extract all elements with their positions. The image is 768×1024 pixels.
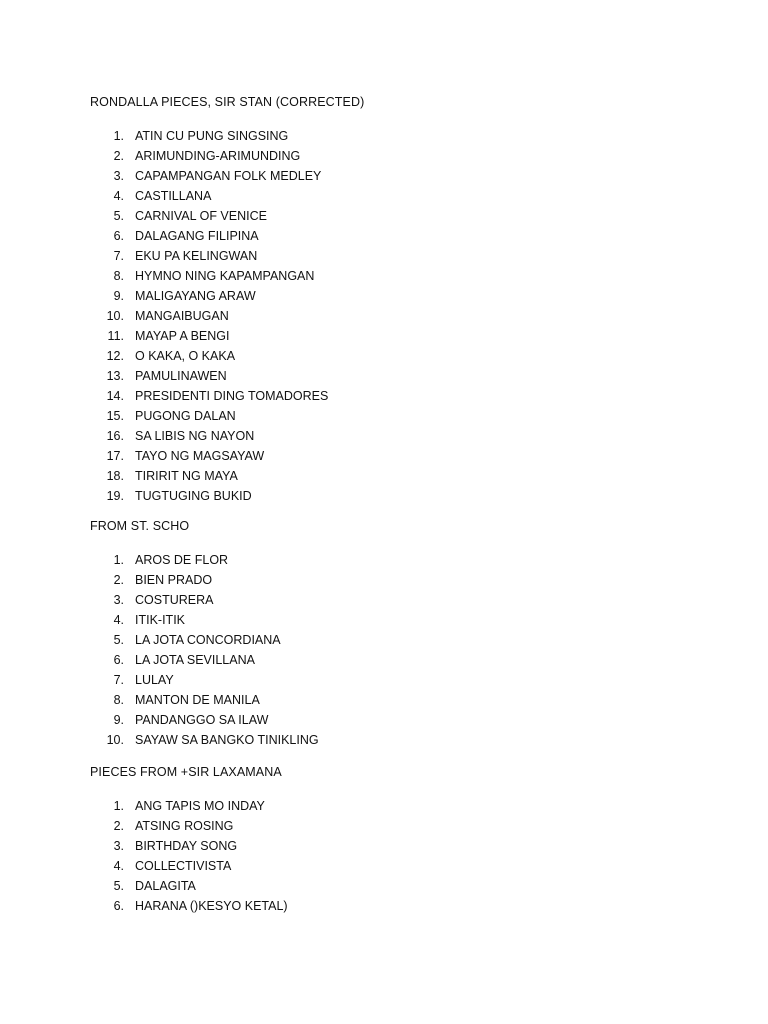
list-item xyxy=(90,386,730,406)
list-item xyxy=(90,590,730,610)
list-item-number: 16. xyxy=(106,429,124,443)
list-item xyxy=(90,670,730,690)
list-item xyxy=(90,406,730,426)
list-item-number: 6. xyxy=(113,229,124,243)
list-item xyxy=(90,286,730,306)
list-item xyxy=(90,186,730,206)
list-item-number: 3. xyxy=(113,593,124,607)
list-item-number: 1. xyxy=(113,553,124,567)
list-item-title: TAYO NG MAGSAYAW xyxy=(135,449,265,463)
list-item-number: 5. xyxy=(113,633,124,647)
list-item xyxy=(90,876,730,896)
list-item xyxy=(90,466,730,486)
section-heading: FROM ST. SCHO xyxy=(90,519,190,533)
list-item xyxy=(90,206,730,226)
section-pieces-from-sir-laxamana xyxy=(90,764,730,916)
list-item xyxy=(90,630,730,650)
piece-list xyxy=(90,796,730,916)
list-item-title: CARNIVAL OF VENICE xyxy=(135,209,267,223)
list-item xyxy=(90,246,730,266)
list-item-number: 18. xyxy=(106,469,124,483)
list-item xyxy=(90,610,730,630)
list-item-number: 4. xyxy=(113,613,124,627)
list-item-title: SAYAW SA BANGKO TINIKLING xyxy=(135,733,319,747)
list-item xyxy=(90,856,730,876)
list-item-title: LA JOTA CONCORDIANA xyxy=(135,633,281,647)
list-item-title: CAPAMPANGAN FOLK MEDLEY xyxy=(135,169,322,183)
list-item-title: MANTON DE MANILA xyxy=(135,693,260,707)
list-item xyxy=(90,266,730,286)
list-item-title: MALIGAYANG ARAW xyxy=(135,289,256,303)
list-item-title: ANG TAPIS MO INDAY xyxy=(135,799,265,813)
list-item xyxy=(90,366,730,386)
list-item xyxy=(90,710,730,730)
list-item-number: 6. xyxy=(113,653,124,667)
list-item xyxy=(90,550,730,570)
list-item-number: 7. xyxy=(113,249,124,263)
list-item xyxy=(90,486,730,506)
list-item-title: ARIMUNDING-ARIMUNDING xyxy=(135,149,301,163)
list-item-title: PUGONG DALAN xyxy=(135,409,236,423)
list-item-number: 1. xyxy=(113,799,124,813)
piece-list xyxy=(90,126,730,506)
list-item xyxy=(90,690,730,710)
list-item-title: MANGAIBUGAN xyxy=(135,309,229,323)
list-item-number: 9. xyxy=(113,289,124,303)
list-item-number: 8. xyxy=(113,693,124,707)
list-item-title: MAYAP A BENGI xyxy=(135,329,230,343)
section-heading: RONDALLA PIECES, SIR STAN (CORRECTED) xyxy=(90,95,365,109)
list-item xyxy=(90,326,730,346)
list-item-title: BIRTHDAY SONG xyxy=(135,839,238,853)
list-item-number: 11. xyxy=(107,329,124,343)
piece-list xyxy=(90,550,730,750)
section-rondalla-pieces xyxy=(90,94,730,506)
list-item-number: 10. xyxy=(106,309,124,323)
list-item-title: BIEN PRADO xyxy=(135,573,213,587)
list-item xyxy=(90,306,730,326)
list-item xyxy=(90,896,730,916)
list-item xyxy=(90,796,730,816)
list-item-title: LULAY xyxy=(135,673,174,687)
list-item-title: TIRIRIT NG MAYA xyxy=(135,469,238,483)
list-item-title: HARANA ()KESYO KETAL) xyxy=(135,899,288,913)
list-item xyxy=(90,446,730,466)
list-item xyxy=(90,650,730,670)
list-item-title: HYMNO NING KAPAMPANGAN xyxy=(135,269,315,283)
list-item xyxy=(90,730,730,750)
list-item-number: 14. xyxy=(106,389,124,403)
list-item-title: CASTILLANA xyxy=(135,189,212,203)
list-item xyxy=(90,166,730,186)
list-item-number: 2. xyxy=(113,819,124,833)
list-item-number: 19. xyxy=(106,489,124,503)
list-item-title: PAMULINAWEN xyxy=(135,369,227,383)
list-item-number: 4. xyxy=(113,859,124,873)
list-item-number: 8. xyxy=(113,269,124,283)
list-item xyxy=(90,816,730,836)
list-item xyxy=(90,146,730,166)
list-item xyxy=(90,346,730,366)
list-item-title: LA JOTA SEVILLANA xyxy=(135,653,255,667)
list-item-title: PRESIDENTI DING TOMADORES xyxy=(135,389,329,403)
list-item-number: 6. xyxy=(113,899,124,913)
list-item xyxy=(90,126,730,146)
list-item xyxy=(90,426,730,446)
list-item xyxy=(90,570,730,590)
list-item-number: 12. xyxy=(106,349,124,363)
list-item-title: PANDANGGO SA ILAW xyxy=(135,713,269,727)
list-item-number: 2. xyxy=(113,573,124,587)
list-item-title: COLLECTIVISTA xyxy=(135,859,232,873)
list-item-title: O KAKA, O KAKA xyxy=(135,349,236,363)
list-item-title: TUGTUGING BUKID xyxy=(135,489,252,503)
list-item-title: AROS DE FLOR xyxy=(135,553,229,567)
list-item xyxy=(90,226,730,246)
list-item-title: DALAGITA xyxy=(135,879,196,893)
list-item-title: ATSING ROSING xyxy=(135,819,234,833)
list-item-number: 10. xyxy=(106,733,124,747)
list-item-number: 15. xyxy=(106,409,124,423)
list-item-title: SA LIBIS NG NAYON xyxy=(135,429,255,443)
list-item-number: 9. xyxy=(113,713,124,727)
list-item-number: 5. xyxy=(113,209,124,223)
list-item-number: 2. xyxy=(113,149,124,163)
list-item-number: 13. xyxy=(106,369,124,383)
list-item-number: 3. xyxy=(113,169,124,183)
list-item-number: 7. xyxy=(113,673,124,687)
list-item-number: 17. xyxy=(106,449,124,463)
list-item-title: ITIK-ITIK xyxy=(135,613,185,627)
list-item-title: DALAGANG FILIPINA xyxy=(135,229,259,243)
list-item-title: EKU PA KELINGWAN xyxy=(135,249,258,263)
list-item-title: ATIN CU PUNG SINGSING xyxy=(135,129,289,143)
list-item-title: COSTURERA xyxy=(135,593,214,607)
list-item-number: 3. xyxy=(113,839,124,853)
list-item-number: 5. xyxy=(113,879,124,893)
section-from-st-scho xyxy=(90,518,730,750)
list-item xyxy=(90,836,730,856)
section-heading: PIECES FROM +SIR LAXAMANA xyxy=(90,765,282,779)
list-item-number: 1. xyxy=(113,129,124,143)
list-item-number: 4. xyxy=(113,189,124,203)
